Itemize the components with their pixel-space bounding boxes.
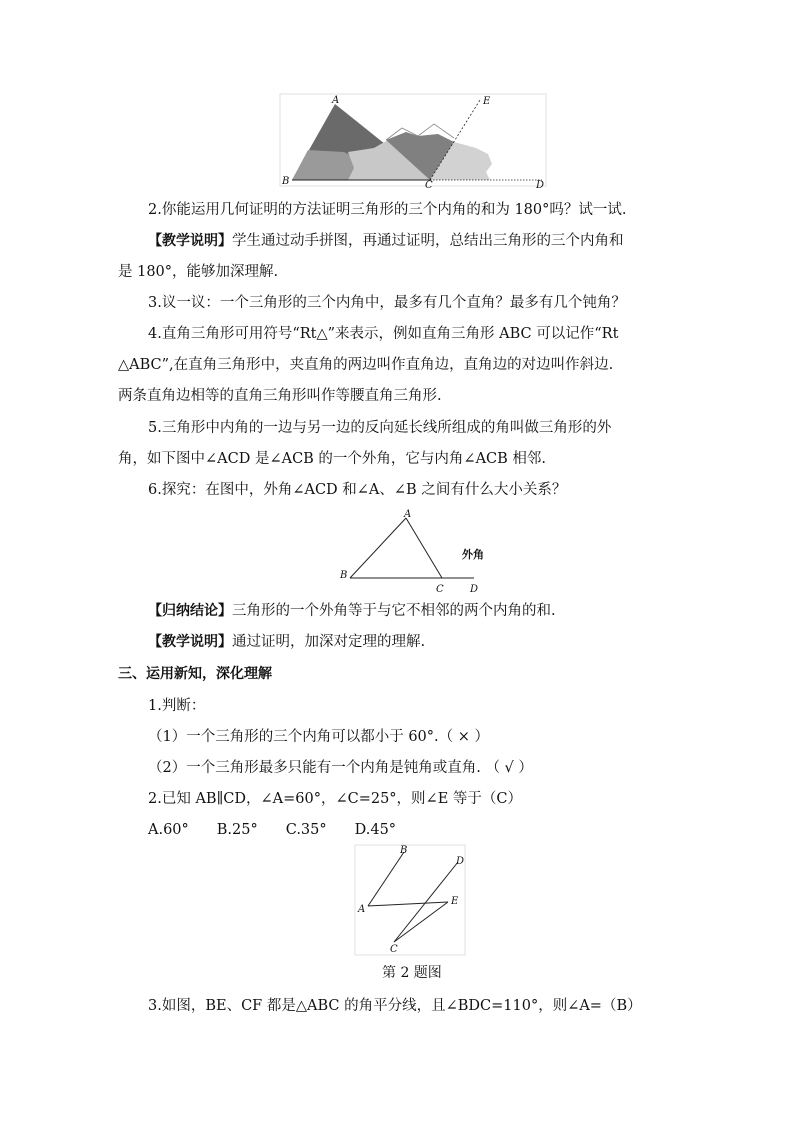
option-a: A.60° — [148, 822, 189, 838]
conclusion-text: 三角形的一个外角等于与它不相邻的两个内角的和. — [232, 603, 556, 619]
label-d: D — [456, 856, 465, 867]
label-c: C — [436, 584, 444, 595]
note-tag: 【教学说明】 — [148, 233, 232, 249]
figure-exterior-angle — [332, 508, 492, 596]
label-e: E — [483, 96, 491, 107]
exercise-1: 1.判断： — [148, 698, 206, 714]
exercise-2: 2.已知 AB∥CD，∠A=60°，∠C=25°，则∠E 等于（C） — [148, 791, 522, 807]
section-heading-3: 三、运用新知，深化理解 — [118, 666, 272, 682]
question-4-line-3: 两条直角边相等的直角三角形叫作等腰直角三角形. — [118, 388, 442, 404]
conclusion-tag: 【归纳结论】 — [148, 603, 232, 619]
teaching-note-1 — [148, 231, 708, 251]
question-6: 6.探究：在图中，外角∠ACD 和∠A、∠B 之间有什么大小关系？ — [148, 482, 567, 498]
label-d: D — [536, 180, 545, 188]
figure-triangle-puzzle — [278, 92, 548, 188]
exercise-2-options — [148, 820, 708, 840]
teaching-note-1-cont: 是 180°，能够加深理解. — [118, 264, 279, 280]
label-c: C — [425, 180, 433, 188]
option-c: C.35° — [285, 822, 327, 838]
exercise-3: 3.如图，BE、CF 都是△ABC 的角平分线，且∠BDC=110°，则∠A=（B） — [148, 998, 642, 1014]
note-text: 通过证明，加深对定理的理解. — [232, 634, 426, 650]
label-d: D — [470, 584, 479, 595]
label-b: B — [400, 845, 408, 856]
label-c: C — [390, 944, 398, 955]
question-5-line-2: 角，如下图中∠ACD 是∠ACB 的一个外角，它与内角∠ACB 相邻. — [118, 451, 547, 467]
note-tag: 【教学说明】 — [148, 634, 232, 650]
label-b: B — [282, 176, 290, 187]
exercise-1-b: （2）一个三角形最多只能有一个内角是钝角或直角. （ √ ） — [148, 760, 533, 776]
conclusion — [148, 601, 708, 621]
question-4-line-1: 4.直角三角形可用符号“Rt△”来表示，例如直角三角形 ABC 可以记作“Rt — [148, 326, 619, 342]
figure-caption: 第 2 题图 — [382, 965, 442, 981]
question-3: 3.议一议：一个三角形的三个内角中，最多有几个直角？最多有几个钝角？ — [148, 295, 626, 311]
label-e: E — [451, 896, 459, 907]
question-4-line-2: △ABC”,在直角三角形中，夹直角的两边叫作直角边，直角边的对边叫作斜边. — [118, 357, 614, 373]
label-a: A — [358, 904, 366, 915]
label-a: A — [332, 95, 340, 106]
teaching-note-2 — [148, 632, 708, 652]
exterior-angle-label: 外角 — [462, 548, 484, 561]
piece-angle-b — [292, 150, 356, 180]
label-a: A — [404, 509, 412, 520]
option-d: D.45° — [354, 822, 397, 838]
option-b: B.25° — [216, 822, 258, 838]
question-2: 2.你能运用几何证明的方法证明三角形的三个内角的和为 180°吗？试一试. — [148, 202, 627, 218]
figure-parallel-lines — [354, 844, 466, 956]
label-b: B — [340, 570, 348, 581]
note-text-1: 学生通过动手拼图，再通过证明，总结出三角形的三个内角和 — [232, 233, 624, 249]
exercise-1-a: （1）一个三角形的三个内角可以都小于 60°.（ × ） — [148, 729, 490, 745]
question-5-line-1: 5.三角形中内角的一边与另一边的反向延长线所组成的角叫做三角形的外 — [148, 420, 612, 436]
